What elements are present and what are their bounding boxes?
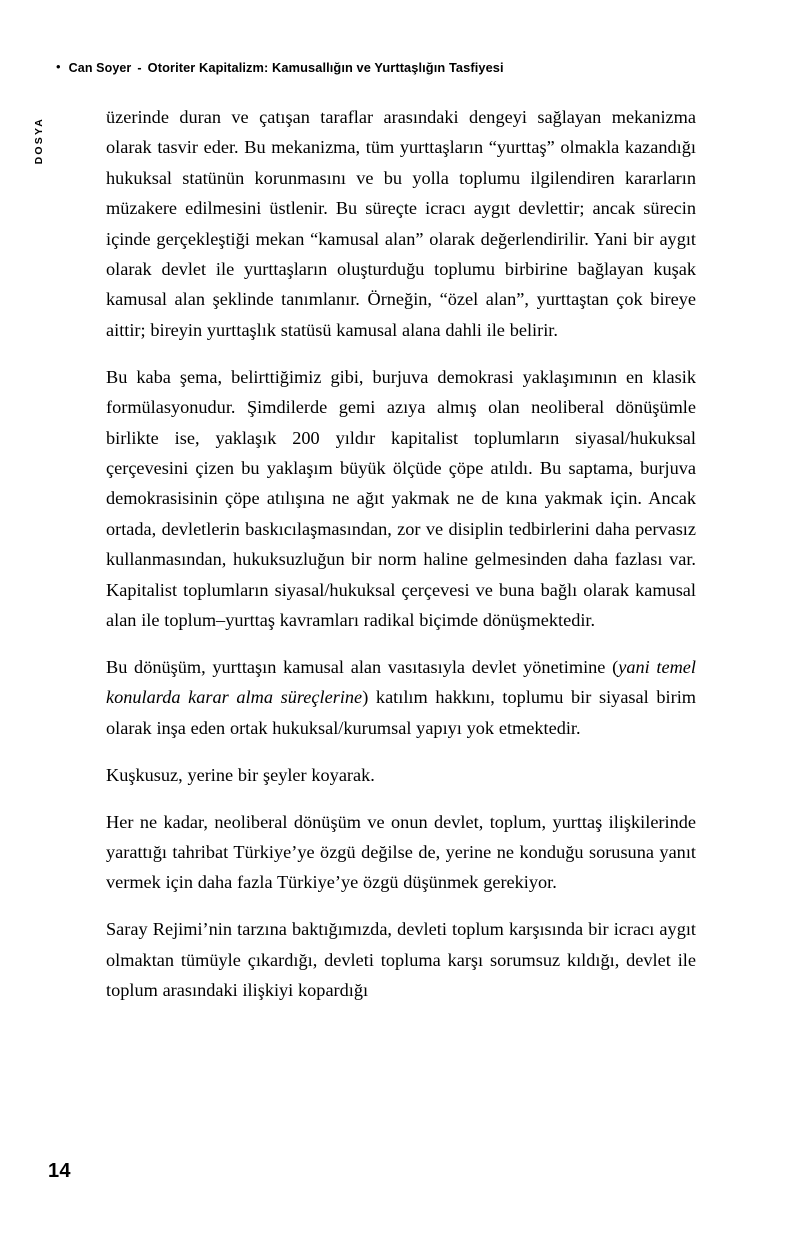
- section-tab-label: DOSYA: [33, 117, 45, 165]
- paragraph: Her ne kadar, neoliberal dönüşüm ve onun devlet, toplum, yurttaş ilişkilerinde yarattığı tahribat Türkiye’ye özgü değilse de, yerine ne konduğu sorusuna yanıt vermek için daha fazla Türkiye’ye özgü düşünmek gerekiyor.: [106, 811, 696, 893]
- running-head-author: Can Soyer: [68, 61, 132, 75]
- paragraph: Kuşkusuz, yerine bir şeyler koyarak.: [106, 764, 375, 785]
- running-head-separator: -: [137, 61, 142, 75]
- paragraph: Bu kaba şema, belirttiğimiz gibi, burjuva demokrasi yaklaşımının en klasik formülasyonudur. Şimdilerde gemi azıya almış olan neoliberal dönüşümle birlikte ise, yaklaşık 200 yıldır kapitalist toplumların siyasal/hukuksal çerçevesini çizen bu yaklaşım büyük ölçüde çöpe atıldı. Bu saptama, burjuva demokrasisinin çöpe atılışına ne ağıt yakmak ne de kına yakmak için. Ancak ortada, devletlerin baskıcılaşmasından, zor ve disiplin tedbirlerini daha pervasız kullanmasından, hukuksuzluğun bir norm haline gelmesinden daha fazlası var. Kapitalist toplumların siyasal/hukuksal çerçevesi ve buna bağlı olarak kamusal alan ile toplum–yurttaş kavramları radikal biçimde dönüşmektedir.: [106, 366, 696, 630]
- paragraph-text-italic: yani temel konularda karar alma süreçlerine: [106, 656, 697, 708]
- bullet-icon: •: [56, 59, 61, 74]
- paragraph: üzerinde duran ve çatışan taraflar arasındaki dengeyi sağlayan mekanizma olarak tasvir eder. Bu mekanizma, tüm yurttaşların “yurttaş” olmakla kazandığı hukuksal statünün korunmasını ve bu yolla toplumu ilgilendiren kararların müzakere edilmesini üstlenir. Bu süreçte icracı aygıt devlettir; ancak sürecin içinde gerçekleştiği mekan “kamusal alan” olarak değerlendirilir. Yani bir aygıt olarak devlet ile yurttaşların oluşturduğu toplumu birbirine bağlayan kuşak kamusal alan şeklinde tanımlanır. Örneğin, “özel alan”, yurttaştan çok bireye aittir; bireyin yurttaşlık statüsü kamusal alana dahli ile belirir.: [106, 107, 696, 340]
- paragraph-text-after: ) katılım hakkını, toplumu bir siyasal birim olarak inşa eden ortak hukuksal/kurumsal yapıyı yok etmektedir.: [106, 687, 696, 738]
- page-number: 14: [48, 1160, 71, 1182]
- running-head: [56, 60, 716, 75]
- running-head-title: Otoriter Kapitalizm: Kamusallığın ve Yurttaşlığın Tasfiyesi: [147, 60, 504, 75]
- body-text-column: [106, 102, 696, 1005]
- paragraph-with-italic: [106, 652, 696, 743]
- paragraph: Saray Rejimi’nin tarzına baktığımızda, devleti toplum karşısında bir icracı aygıt olmaktan tümüyle çıkardığı, devleti topluma karşı sorumsuz kıldığı, devlet ile toplum arasındaki ilişkiyi kopardığı: [106, 919, 696, 1001]
- paragraph-text-before: Bu dönüşüm, yurttaşın kamusal alan vasıtasıyla devlet yönetimine (: [106, 656, 619, 677]
- section-tab: [30, 104, 48, 178]
